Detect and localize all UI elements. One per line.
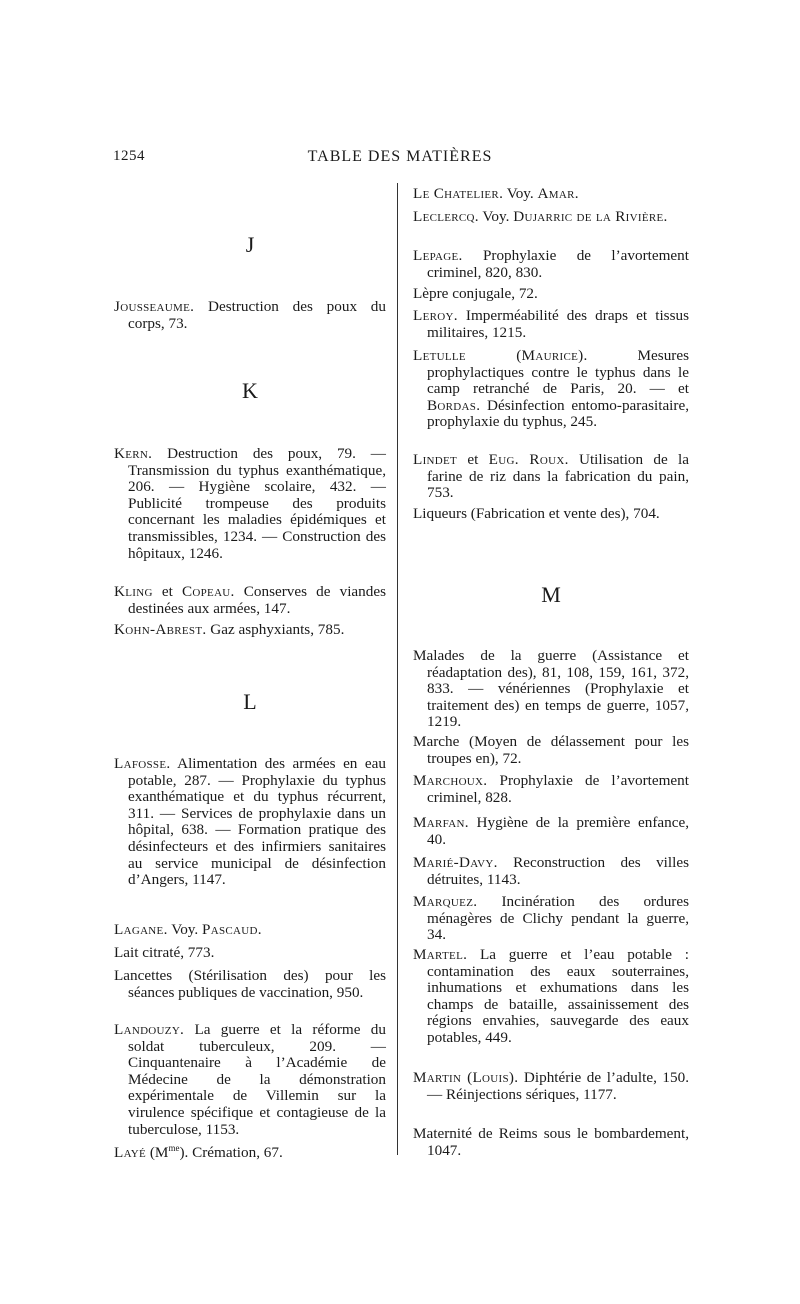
entry-name: Martin (Louis). [413,1069,519,1086]
entry-text-2: Désinfection entomo-parasitaire, prophylaxie du typhus, 245. [427,396,689,431]
entry-name: Leroy. [413,307,458,324]
entry-text: La guerre et la réforme du soldat tuberculeux, 209. — Cinquantenaire à l’Académie de Médecine de la démonstration expérimentale de Villemin sur la virulence spécifique et contagieuse de la tuberculose, 1153. [128,1021,386,1138]
index-entry [114,1022,386,1138]
index-entry [413,648,689,731]
entry-name: Marquez. [413,893,478,910]
entry-text: Incinération des ordures ménagères de Clichy pendant la guerre, 34. [427,893,689,944]
index-entry [413,308,689,341]
entry-superscript: me [168,1143,180,1153]
index-entry [114,584,386,617]
entry-name: Marié-Davy. [413,854,498,871]
entry-text: Prophylaxie de l’avortement criminel, 828. [427,772,689,806]
entry-text: Destruction des poux, 79. — Transmission du typhus exanthématique, 206. — Hygiène scolaire, 432. — Publicité trompeuse des produits concernant les maladies épidémiques et transmissibles, 1234. — Construction des hôpitaux, 1246. [128,445,386,562]
index-entry [114,968,386,1001]
entry-text: et [457,451,489,468]
index-entry [114,446,386,562]
index-entry [413,855,689,888]
entry-text: Prophylaxie de l’avortement criminel, 820, 830. [427,247,689,281]
entry-name-2: Bordas. [427,396,481,414]
entry-name: Layé [114,1144,147,1162]
entry-text: Lancettes (Stérilisation des) pour les séances publiques de vaccination, 950. [114,967,386,1001]
section-letter-m: M [541,582,561,607]
entry-text: Imperméabilité des draps et tissus militaires, 1215. [427,307,689,341]
index-entry [413,773,689,806]
entry-text: La guerre et l’eau potable : contamination des eaux souterraines, inhumations et exhumations dans les champs de bataille, assainissement des régions envahies, sauvegarde des eaux potables, 449. [427,946,689,1046]
entry-name: Landouzy. [114,1021,185,1038]
index-entry [413,947,689,1047]
entry-text-2: ). Crémation, 67. [179,1144,283,1162]
index-entry [114,1140,386,1162]
entry-text: et [152,583,182,600]
entry-text: Malades de la guerre (Assistance et réadaptation des), 81, 108, 159, 161, 372, 833. — vénériennes (Prophylaxie et traitement des) en temps de guerre, 1057, 1219. [413,647,689,731]
entry-name-2: Pascaud. [202,921,262,938]
entry-text: Gaz asphyxiants, 785. [206,621,345,638]
entry-text: Liqueurs (Fabrication et vente des), 704. [413,505,660,522]
index-entry [413,894,689,944]
entry-name: Jousseaume. [114,298,195,315]
index-entry [114,622,386,639]
entry-text: Hygiène de la première enfance, 40. [427,814,689,848]
index-entry [413,506,689,523]
section-letter-l: L [243,689,257,714]
entry-name: Kohn-Abrest. [114,621,207,638]
entry-text: Maternité de Reims sous le bombardement, 1047. [413,1125,689,1159]
entry-name: Martel. [413,946,468,963]
index-entry [413,734,689,767]
index-entry [413,1126,689,1159]
index-entry [413,452,689,502]
entry-text: Marche (Moyen de délassement pour les troupes en), 72. [413,733,689,767]
entry-text: (M [146,1144,169,1162]
entry-text: Voy. [167,921,202,938]
index-entry [114,945,386,962]
index-entry [114,299,386,332]
entry-name: Lagane. [114,921,168,938]
entry-name: Le Chatelier. [413,185,504,202]
entry-text: Lèpre conjugale, 72. [413,285,538,302]
entry-text-2: Utilisation de la farine de riz dans la fabrication du pain, 753. [427,451,689,502]
index-entry [114,756,386,889]
entry-text-2: Conserves de viandes destinées aux armées, 147. [128,583,387,617]
entry-text: Reconstruction des villes détruites, 1143. [427,854,689,888]
entry-text: Alimentation des armées en eau potable, 287. — Prophylaxie du typhus exanthématique et du typhus récurrent, 311. — Services de prophylaxie dans un hôpital, 638. — Formation pratique des désinfecteurs et des infirmiers sanitaires au service municipal de désinfection d’Angers, 1147. [128,755,386,889]
index-entry [413,348,689,431]
entry-name-2: Eug. Roux. [488,451,569,468]
entry-name: Lafosse. [114,755,171,772]
entry-name-2: Dujarric de la Rivière. [513,208,668,225]
entry-name-2: Amar. [537,185,579,202]
entry-text: Voy. [478,208,514,225]
entry-text: Destruction des poux du corps, 73. [128,298,386,332]
index-entry [114,922,386,939]
index-entry [413,815,689,848]
index-entry [413,186,689,203]
entry-name: Kling [114,583,153,600]
entry-name: Kern. [114,445,153,462]
section-letter-j: J [245,232,255,257]
entry-text: Voy. [503,185,538,202]
entry-text: Lait citraté, 773. [114,944,215,961]
entry-text: Mesures prophylactiques contre le typhus dans le camp retranché de Paris, 20. — et [427,347,689,398]
entry-name: Marfan. [413,814,469,831]
entry-name: Lepage. [413,247,463,264]
entry-name: Marchoux. [413,772,488,789]
index-entry [413,209,689,226]
section-letter-k: K [242,378,258,403]
entry-name: Lindet [413,451,458,468]
column-divider [397,183,398,1155]
entry-name-2: Copeau. [181,583,235,600]
entry-name: Letulle (Maurice). [413,347,588,364]
entry-text: Diphtérie de l’adulte, 150. — Réinjections sériques, 1177. [427,1069,689,1103]
entry-name: Leclercq. [413,208,479,225]
page-number: 1254 [113,148,145,164]
index-entry [413,1070,689,1103]
index-entry [413,248,689,281]
index-entry [413,286,689,303]
running-title: TABLE DES MATIÈRES [307,148,493,165]
